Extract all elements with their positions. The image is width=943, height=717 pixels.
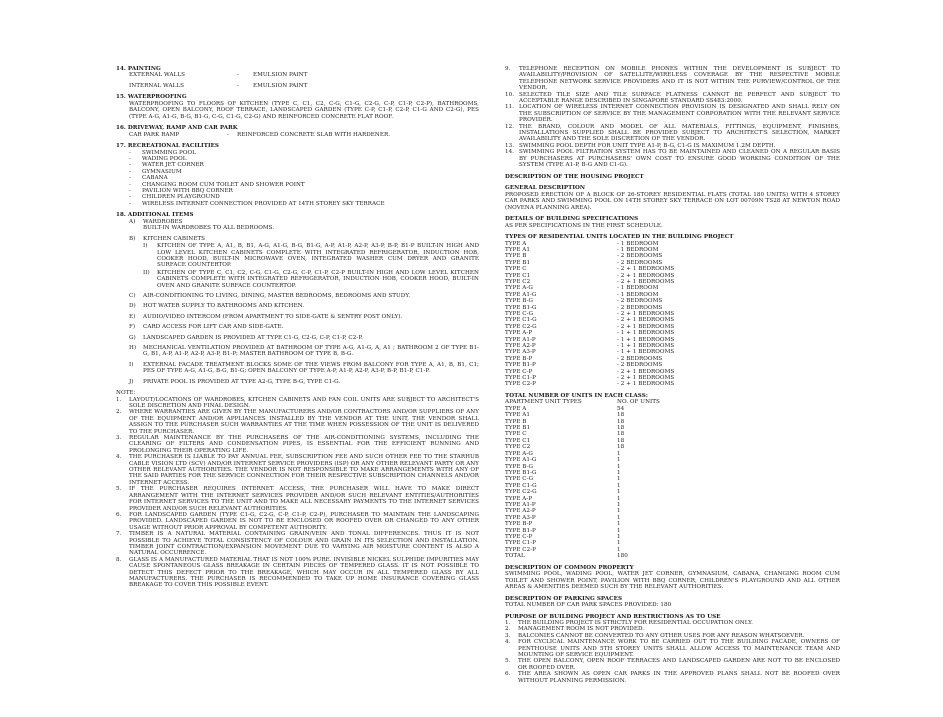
unit-type: TYPE C	[505, 431, 527, 438]
totals-table	[505, 406, 840, 560]
note-item	[505, 104, 840, 123]
item-text: EXTERNAL FACADE TREATMENT BLOCKS SOME OF THE VIEWS FROM BALCONY FOR TYPE A, A1, B, B1, C1; PES OF TYPE A-G, A1-G, B-G, B1-G; OPEN BALCONY OF TYPE A-P, A1-P, A2-P, A3-P, B-P, B1-P, C1-P.	[143, 361, 479, 375]
unit-value: 1	[617, 514, 621, 521]
item-marker: 2.	[116, 409, 122, 416]
additional-item-j	[129, 379, 479, 385]
unit-value: 18	[617, 425, 625, 432]
item-text: THE BUILDING PROJECT IS STRICTLY FOR RESIDENTIAL OCCUPATION ONLY.	[518, 620, 753, 626]
item-marker: A)	[129, 218, 136, 225]
additional-item-i	[129, 362, 479, 375]
unit-value: 18	[617, 437, 625, 444]
unit-value: - 1 + 1 BEDROOMS	[617, 343, 675, 349]
unit-type: TYPE B1-G	[505, 304, 537, 311]
totals-heading: TOTAL NUMBER OF UNITS IN EACH CLASS:	[505, 393, 648, 400]
section-driveway	[116, 125, 479, 138]
unit-type: TYPE B1-P	[505, 527, 536, 534]
additional-item-h	[129, 345, 479, 358]
item-marker: 8.	[116, 556, 122, 563]
purpose-item	[505, 639, 840, 658]
unit-type: TYPE A1-G	[505, 291, 537, 298]
unit-value: 1	[617, 533, 621, 540]
note-heading: NOTE:	[116, 390, 136, 397]
driveway-dash: -	[227, 131, 229, 138]
section-additional	[116, 212, 479, 385]
section-waterproofing	[116, 94, 479, 120]
additional-item-e	[129, 314, 479, 320]
item-marker: E)	[129, 313, 136, 320]
item-marker: 14.	[505, 149, 515, 156]
unit-value: - 1 BEDROOM	[617, 246, 659, 253]
additional-heading: 18. ADDITIONAL ITEMS	[116, 212, 194, 219]
unit-type: TYPE B1	[505, 425, 531, 432]
unit-type: TYPE B1-G	[505, 469, 537, 476]
section-purpose	[505, 614, 840, 684]
unit-value: - 2 BEDROOMS	[617, 298, 663, 305]
general-text: PROPOSED ERECTION OF A BLOCK OF 26-STOREY RESIDENTIAL FLATS (TOTAL 180 UNITS) WITH 4 STOREY CAR PARKS AND SWIMMING POOL ON 14TH STOREY SKY TERRACE ON LOT 00709N TS28 AT NEWTON ROAD (NOVENA PLANNING AREA).	[505, 191, 840, 211]
housing-heading: DESCRIPTION OF THE HOUSING PROJECT	[505, 173, 644, 180]
unit-type: TYPE A-G	[505, 285, 533, 292]
list-item-text: CHILDREN PLAYGROUND	[142, 194, 220, 201]
item-marker: 12.	[505, 123, 515, 130]
unit-value: 1	[617, 476, 621, 483]
unit-type: TYPE A1	[505, 412, 530, 419]
section-unit-types	[505, 234, 840, 388]
item-text: TIMBER IS A NATURAL MATERIAL CONTAINING GRAIN/VEIN AND TONAL DIFFERENCES. THUS IT IS NOT POSSIBLE TO ACHIEVE TOTAL CONSISTENCY OF COLOUR AND GRAIN IN ITS SELECTION AND INSTALLATION. TIMBER JOINT CONTRACTION/EXPANSION MOVEMENT DUE TO VARYING AIR MOISTURE CONTENT IS ALSO A NATURAL OCCURRENCE.	[129, 531, 479, 557]
painting-key: INTERNAL WALLS	[129, 82, 185, 89]
unit-value: - 2 + 1 BEDROOMS	[617, 368, 675, 375]
unit-type: TYPE A1-P	[505, 501, 536, 508]
section-recreational	[116, 143, 479, 207]
item-text: SELECTED TILE SIZE AND TILE SURFACE FLATNESS CANNOT BE PERFECT AND SUBJECT TO ACCEPTABLE RANGE DESCRIBED IN SINGAPORE STANDARD SS483:2000.	[519, 91, 840, 105]
recreational-list	[116, 150, 479, 208]
list-item-text: GYMNASIUM	[142, 168, 182, 175]
purpose-item	[505, 658, 840, 671]
item-text: HOT WATER SUPPLY TO BATHROOMS AND KITCHEN.	[143, 303, 305, 310]
section-parking	[505, 596, 840, 609]
unit-value: 1	[617, 482, 621, 489]
unit-value: 1	[617, 546, 621, 553]
unit-value: 18	[617, 418, 625, 425]
common-heading: DESCRIPTION OF COMMON PROPERTY	[505, 564, 634, 571]
bullet-dash: -	[129, 156, 131, 163]
recreational-heading: 17. RECREATIONAL FACILITIES	[116, 143, 220, 150]
painting-heading: 14. PAINTING	[116, 66, 161, 72]
item-text: REGULAR MAINTENANCE BY THE PURCHASERS OF THE AIR-CONDITIONING SYSTEMS, INCLUDING THE CLEARING OF FILTERS AND CONDENSATION PIPES, IS ESSENTIAL FOR THE EFFICIENT RUNNING AND PROLONGING THEIR OPERATING LIFE.	[129, 435, 479, 454]
unit-type: TYPE A2-P	[505, 508, 536, 515]
item-marker: F)	[129, 324, 136, 331]
driveway-key: CAR PARK RAMP	[129, 131, 180, 138]
unit-type: TYPE A	[505, 405, 527, 412]
item-marker: H)	[129, 344, 137, 351]
unit-type: TOTAL	[505, 553, 525, 560]
item-text: THE OPEN BALCONY, OPEN ROOF TERRACES AND LANDSCAPED GARDEN ARE NOT TO BE ENCLOSED OR ROOFED OVER.	[518, 658, 840, 671]
unit-value: - 2 + 1 BEDROOMS	[617, 317, 675, 324]
bullet-dash: -	[129, 162, 131, 169]
unit-type: TYPE A3-P	[505, 514, 536, 521]
note-item	[505, 149, 840, 168]
item-marker: 1.	[505, 620, 511, 626]
list-item-text: WIRELESS INTERNET CONNECTION PROVIDED AT 14TH STOREY SKY TERRACE	[142, 200, 385, 207]
unit-value: - 2 + 1 BEDROOMS	[617, 323, 675, 330]
common-text: SWIMMING POOL, WADING POOL, WATER JET CORNER, GYMNASIUM, CABANA, CHANGING ROOM CUM TOILET AND SHOWER POINT, PAVILION WITH BBQ CORNER, CHILDREN'S PLAYGROUND AND ALL OTHER AREAS & AMENITIES DEEMED SUCH BY THE RELEVANT AUTHORITIES.	[505, 571, 840, 590]
item-text: BUILT-IN WARDROBES TO ALL BEDROOMS.	[143, 225, 275, 232]
waterproofing-heading: 15. WATERPROOFING	[116, 94, 187, 101]
unit-value: - 2 + 1 BEDROOMS	[617, 381, 675, 388]
item-marker: 5.	[116, 486, 122, 493]
unit-value: 1	[617, 489, 621, 496]
note-item	[116, 486, 479, 512]
purpose-item	[505, 671, 840, 684]
item-marker: 5.	[505, 658, 511, 665]
unit-value: 54	[617, 405, 625, 412]
unit-value: - 1 + 1 BEDROOMS	[617, 336, 675, 343]
unit-type: TYPE A1-P	[505, 336, 536, 343]
unit-type: TYPE C	[505, 266, 527, 273]
unit-type: TYPE C2-G	[505, 489, 537, 496]
unit-value: 1	[617, 495, 621, 502]
unit-type: TYPE C2	[505, 278, 531, 285]
unit-value: 1	[617, 527, 621, 534]
unit-type: TYPE C1	[505, 437, 531, 444]
item-marker: II)	[143, 269, 150, 276]
unit-value: 1	[617, 521, 621, 528]
unit-value: - 2 + 1 BEDROOMS	[617, 310, 675, 317]
painting-row-internal	[116, 83, 479, 89]
totals-col1: APARTMENT UNIT TYPES	[505, 399, 582, 406]
unit-value: - 2 + 1 BEDROOMS	[617, 278, 675, 285]
item-marker: 6.	[116, 511, 122, 518]
list-item-text: SWIMMING POOL	[142, 149, 196, 156]
notes-continued	[505, 66, 840, 169]
item-text: SWIMMING POOL FILTRATION SYSTEM HAS TO BE MAINTAINED AND CLEANED ON A REGULAR BASIS BY PURCHASERS AT PURCHASERS' OWN COST TO ENSURE GOOD WORKING CONDITION OF THE SYSTEM (TYPE A1-P, B-G AND C1-G).	[519, 149, 840, 169]
section-note	[116, 390, 479, 589]
unit-value: - 2 BEDROOMS	[617, 362, 663, 369]
item-text: THE BRAND, COLOUR AND MODEL OF ALL MATERIALS, FITTINGS, EQUIPMENT, FINISHES, INSTALLATIONS SUPPLIED SHALL BE PROVIDED SUBJECT TO ARCHITECT'S SELECTION, MARKET AVAILABILITY AND THE SOLE DISCRETION OF THE VENDOR.	[519, 123, 840, 143]
totals-col2: NO. OF UNITS	[617, 399, 660, 406]
item-text: BALCONIES CANNOT BE CONVERTED TO ANY OTHER USES FOR ANY REASON WHATSOEVER.	[518, 632, 805, 639]
right-column	[505, 66, 840, 689]
unit-type: TYPE C-G	[505, 310, 534, 317]
item-text: MANAGEMENT ROOM IS NOT PROVIDED.	[518, 626, 645, 633]
unit-type: TYPE B1	[505, 259, 531, 266]
additional-item-g	[129, 335, 479, 341]
unit-type: TYPE C2-P	[505, 546, 536, 553]
unit-value: - 2 + 1 BEDROOMS	[617, 266, 675, 273]
unit-type: TYPE B1-P	[505, 362, 536, 369]
item-text: SWIMMING POOL DEPTH FOR UNIT TYPE A1-P, B-G, C1-G IS MAXIMUM 1.2M DEPTH.	[519, 142, 776, 149]
item-text: PRIVATE POOL IS PROVIDED AT TYPE A2-G, TYPE B-G, TYPE C1-G.	[143, 378, 341, 385]
driveway-value: REINFORCED CONCRETE SLAB WITH HARDENER.	[237, 131, 391, 138]
kitchen-item-2	[143, 270, 479, 289]
unit-type: TYPE C1-G	[505, 482, 537, 489]
note-item	[116, 397, 479, 410]
bullet-dash: -	[129, 175, 131, 182]
item-marker: C)	[129, 292, 136, 299]
driveway-heading: 16. DRIVEWAY, RAMP AND CAR PARK	[116, 125, 238, 132]
unit-type: TYPE A2-P	[505, 343, 536, 349]
note-item	[116, 409, 479, 435]
painting-dash: -	[237, 82, 239, 89]
unit-value: 1	[617, 450, 621, 457]
item-marker: B)	[129, 235, 136, 242]
table-row	[505, 381, 840, 387]
item-text: FOR CYCLICAL MAINTENANCE WORK TO BE CARRIED OUT TO THE BUILDING FACADE, OWNERS OF PENTHOUSE UNITS AND 5TH STOREY UNITS SHALL ALLOW ACCESS TO MAINTENANCE TEAM AND MOUNTING OF SERVICE EQUIPMENT.	[518, 639, 840, 659]
item-text: AIR-CONDITIONING TO LIVING, DINING, MASTER BEDROOMS, BEDROOMS AND STUDY.	[143, 292, 411, 299]
item-text: TELEPHONE RECEPTION ON MOBILE PHONES WITHIN THE DEVELOPMENT IS SUBJECT TO AVAILABILITY/PROVISION OF SATELLITE/WIRELESS COVERAGE BY THE RESPECTIVE MOBILE TELEPHONE NETWORK SERVICE PROVIDERS AND IT IS NOT WITHIN THE PURVIEW/CONTROL OF THE VENDOR.	[519, 66, 840, 92]
item-text: AUDIO/VIDEO INTERCOM (FROM APARTMENT TO SIDE-GATE & SENTRY POST ONLY).	[143, 313, 403, 320]
unit-value: - 2 BEDROOMS	[617, 259, 663, 266]
left-column	[116, 66, 479, 594]
item-marker: 3.	[116, 435, 122, 442]
bullet-dash: -	[129, 200, 131, 207]
item-text: KITCHEN OF TYPE C, C1, C2, C-G, C1-G, C2-G, C-P, C1-P, C2-P BUILT-IN HIGH AND LOW LEVEL KITCHEN CABINETS COMPLETE WITH INTEGRATED REFRIGERATOR, INDUCTION HOB, COOKER HOOD, BUILT-IN OVEN AND GRANITE SURFACE COUNTERTOP.	[157, 269, 479, 289]
unit-value: 1	[617, 469, 621, 476]
list-item-text: WATER JET CORNER	[142, 162, 204, 169]
item-label: KITCHEN CABINETS	[143, 235, 206, 242]
note-item	[505, 92, 840, 105]
painting-value: EMULSION PAINT	[253, 82, 308, 89]
unit-type: TYPE C2	[505, 444, 531, 451]
item-marker: 4.	[505, 639, 511, 646]
unit-value: - 2 BEDROOMS	[617, 253, 663, 260]
item-marker: 1.	[116, 396, 122, 403]
item-marker: 3.	[505, 632, 511, 639]
unit-type: TYPE A-G	[505, 450, 533, 457]
unit-value: - 1 + 1 BEDROOMS	[617, 349, 675, 356]
housing-project-heading-block	[505, 174, 840, 180]
unit-type: TYPE C2-G	[505, 323, 537, 330]
bullet-dash: -	[129, 168, 131, 175]
painting-dash: -	[237, 72, 239, 79]
item-text: CARD ACCESS FOR LIFT CAR AND SIDE-GATE.	[143, 324, 284, 331]
item-text: FOR LANDSCAPED GARDEN (TYPE C1-G, C2-G, C-P, C1-P, C2-P), PURCHASER TO MAINTAIN THE LANDSCAPING PROVIDED. LANDSCAPED GARDEN IS NOT TO BE ENCLOSED OR ROOFED OVER OR CHANGED TO ANY OTHER USAGE WITHOUT PRIOR APPROVAL BY COMPETENT AUTHORITY.	[129, 511, 479, 531]
item-text: LANDSCAPED GARDEN IS PROVIDED AT TYPE C1-G, C2-G, C-P, C1-P, C2-P.	[143, 334, 363, 341]
unit-value: 1	[617, 457, 621, 464]
unit-type: TYPE A3-P	[505, 349, 536, 356]
list-item-text: CABANA	[142, 175, 168, 182]
bullet-dash: -	[129, 188, 131, 195]
unit-value: 1	[617, 540, 621, 547]
unit-value: - 1 BEDROOM	[617, 240, 659, 247]
unit-value: 180	[617, 553, 628, 560]
item-marker: 11.	[505, 104, 515, 111]
item-marker: 6.	[505, 671, 511, 678]
item-marker: J)	[129, 378, 134, 385]
item-marker: I)	[129, 361, 134, 368]
unit-type: TYPE C1	[505, 272, 531, 279]
note-item	[505, 66, 840, 92]
item-text: LAYOUT/LOCATIONS OF WARDROBES, KITCHEN CABINETS AND FAN COIL UNITS ARE SUBJECT TO ARCHITECT'S SOLE DISCRETION AND FINAL DESIGN.	[129, 396, 479, 409]
specs-text: AS PER SPECIFICATIONS IN THE FIRST SCHEDULE.	[505, 222, 663, 229]
item-marker: 9.	[505, 66, 511, 72]
purpose-heading: PURPOSE OF BUILDING PROJECT AND RESTRICTIONS AS TO USE	[505, 613, 721, 620]
unit-value: - 2 + 1 BEDROOMS	[617, 375, 675, 382]
item-label: WARDROBES	[143, 218, 183, 225]
unit-type: TYPE A-P	[505, 330, 533, 337]
bullet-dash: -	[129, 194, 131, 201]
section-common-property	[505, 565, 840, 591]
list-item-text: CHANGING ROOM CUM TOILET AND SHOWER POINT	[142, 181, 305, 188]
types-table	[505, 241, 840, 388]
painting-value: EMULSION PAINT	[253, 72, 308, 79]
unit-type: TYPE C2-P	[505, 381, 536, 388]
bullet-dash: -	[129, 149, 131, 156]
section-painting	[116, 66, 479, 89]
section-general-description	[505, 185, 840, 211]
list-item-text: PAVILION WITH BBQ CORNER	[142, 188, 233, 195]
note-item	[116, 435, 479, 454]
unit-type: TYPE C1-P	[505, 540, 536, 547]
additional-item-f	[129, 324, 479, 330]
kitchen-item-1	[143, 243, 479, 269]
section-building-specs	[505, 216, 840, 229]
note-item	[116, 454, 479, 486]
bullet-dash: -	[129, 181, 131, 188]
item-marker: G)	[129, 334, 136, 341]
item-text: THE PURCHASER IS LIABLE TO PAY ANNUAL FEE, SUBSCRIPTION FEE AND SUCH OTHER FEE TO THE STARHUB CABLE VISION LTD (SCV) AND/OR INTERNET SERVICE PROVIDERS (ISP) OR ANY OTHER RELEVANT PARTY OR ANY OTHER RELEVANT AUTHORITIES. THE VENDOR IS NOT RESPONSIBLE TO MAKE ARRANGEMENTS WITH ANY OF THE SAID PARTIES FOR THE SERVICE CONNECTION FOR THEIR RESPECTIVE SUBSCRIPTION CHANNELS AND/OR INTERNET ACCESS.	[129, 454, 479, 486]
parking-text: TOTAL NUMBER OF CAR PARK SPACES PROVIDED: 180	[505, 602, 672, 608]
driveway-row	[116, 132, 479, 138]
waterproofing-text: WATERPROOFING TO FLOORS OF KITCHEN (TYPE C, C1, C2, C-G, C1-G, C2-G, C-P, C1-P, C2-P), BATHROOMS, BALCONY, OPEN BALCONY, ROOF TERRACE, LANDSCAPED GARDEN (TYPE C-P, C1-P, C2-P, C1-G AND C2-G), PES (TYPE A-G, A1-G, B-G, B1-G, C-G, C1-G, C2-G) AND REINFORCED CONCRETE FLAT ROOF.	[129, 100, 479, 120]
item-marker: 13.	[505, 142, 515, 149]
painting-key: EXTERNAL WALLS	[129, 72, 185, 79]
unit-type: TYPE C1-P	[505, 375, 536, 382]
item-text: IF THE PURCHASER REQUIRES INTERNET ACCESS, THE PURCHASER WILL HAVE TO MAKE DIRECT ARRANGEMENT WITH THE INTERNET SERVICES PROVIDER AND/OR SUCH RELEVANT ENTITIES/AUTHORITIES FOR INTERNET SERVICES TO THE UNIT AND TO MAKE ALL NECESSARY PAYMENTS TO THE INTERNET SERVICES PROVIDER AND/OR SUCH RELEVANT AUTHORITIES.	[129, 486, 479, 512]
item-text: KITCHEN OF TYPE A, A1, B, B1, A-G, A1-G, B-G, B1-G, A-P, A1-P, A2-P, A3-P, B-P, B1-P BUILT-IN HIGH AND LOW LEVEL KITCHEN CABINETS COMPLETE WITH INTEGRATED REFRIGERATOR, INDUCTION HOB, COOKER HOOD, BUILT-IN MICROWAVE OVEN, INTEGRATED WASHER CUM DRYER AND GRANITE SURFACE COUNTERTOP.	[157, 243, 479, 269]
unit-value: - 2 BEDROOMS	[617, 355, 663, 362]
unit-type: TYPE A	[505, 240, 527, 247]
unit-type: TYPE C-P	[505, 368, 533, 375]
unit-type: TYPE B-G	[505, 463, 534, 470]
unit-type: TYPE B-P	[505, 521, 533, 528]
specs-heading: DETAILS OF BUILDING SPECIFICATIONS	[505, 216, 639, 223]
unit-value: - 1 BEDROOM	[617, 291, 659, 298]
item-text: GLASS IS A MANUFACTURED MATERIAL THAT IS NOT 100% PURE. INVISIBLE NICKEL SULPHIDE IMPURITIES MAY CAUSE SPONTANEOUS GLASS BREAKAGE IN CERTAIN PIECES OF TEMPERED GLASS. IT IS NOT POSSIBLE TO DETECT THIS DEFECT PRIOR TO THE BREAKAGE, WHICH MAY OCCUR IN ALL TEMPERED GLASS BY ALL MANUFACTURERS. THE PURCHASER IS RECOMMENDED TO TAKE UP HOME INSURANCE COVERING GLASS BREAKAGE TO COVER THIS POSSIBLE EVENT.	[129, 556, 479, 589]
item-text: WHERE WARRANTIES ARE GIVEN BY THE MANUFACTURERS AND/OR CONTRACTORS AND/OR SUPPLIERS OF ANY OF THE EQUIPMENT AND/OR APPLIANCES INSTALLED BY THE VENDOR AT THE UNIT, THE VENDOR SHALL ASSIGN TO THE PURCHASER SUCH WARRANTIES AT THE TIME WHEN POSSESSION OF THE UNIT IS DELIVERED TO THE PURCHASER.	[129, 409, 479, 435]
note-item	[116, 512, 479, 531]
unit-value: 18	[617, 444, 625, 451]
unit-value: - 2 BEDROOMS	[617, 304, 663, 311]
unit-type: TYPE B-G	[505, 298, 534, 305]
unit-type: TYPE B-P	[505, 355, 533, 362]
additional-item-c	[129, 293, 479, 299]
unit-type: TYPE B	[505, 418, 527, 425]
table-row	[505, 553, 840, 559]
item-marker: 7.	[116, 531, 122, 538]
item-marker: 10.	[505, 91, 515, 98]
unit-type: TYPE A1-G	[505, 457, 537, 464]
unit-value: 18	[617, 412, 625, 419]
unit-value: 1	[617, 508, 621, 515]
unit-value: 1	[617, 463, 621, 470]
unit-type: TYPE C-G	[505, 476, 534, 483]
unit-type: TYPE C-P	[505, 533, 533, 540]
note-item	[505, 124, 840, 143]
parking-heading: DESCRIPTION OF PARKING SPACES	[505, 595, 623, 602]
item-marker: I)	[143, 243, 148, 250]
unit-type: TYPE A1	[505, 246, 530, 253]
item-marker: D)	[129, 303, 136, 310]
general-heading: GENERAL DESCRIPTION	[505, 185, 586, 192]
list-item	[129, 201, 479, 207]
section-unit-totals	[505, 393, 840, 560]
unit-type: TYPE C1-G	[505, 317, 537, 324]
note-item	[116, 557, 479, 589]
item-marker: 4.	[116, 454, 122, 461]
unit-value: 18	[617, 431, 625, 438]
unit-type: TYPE B	[505, 253, 527, 260]
types-heading: TYPES OF RESIDENTIAL UNITS LOCATED IN THE BUILDING PROJECT	[505, 234, 734, 241]
note-list	[116, 397, 479, 589]
list-item-text: WADING POOL	[142, 156, 187, 163]
unit-value: 1	[617, 501, 621, 508]
unit-value: - 1 BEDROOM	[617, 285, 659, 292]
unit-value: - 1 + 1 BEDROOMS	[617, 330, 675, 337]
additional-item-d	[129, 303, 479, 309]
item-marker: 2.	[505, 626, 511, 633]
additional-item-b	[129, 236, 479, 289]
unit-type: TYPE A-P	[505, 495, 533, 502]
additional-item-a	[129, 219, 479, 232]
item-text: LOCATION OF WIRELESS INTERNET CONNECTION PROVISION IS DESIGNATED AND SHALL RELY ON THE SUBSCRIPTION OF SERVICE BY THE MANAGEMENT CORPORATION WITH THE RELEVANT SERVICE PROVIDER.	[519, 104, 840, 124]
purpose-list	[505, 620, 840, 684]
item-text: THE AREA SHOWN AS OPEN CAR PARKS IN THE APPROVED PLANS SHALL NOT BE ROOFED OVER WITHOUT PLANNING PERMISSION.	[518, 671, 840, 684]
item-text: MECHANICAL VENTILATION PROVIDED AT BATHROOM OF TYPE A-G, A1-G, A, A1 ; BATHROOM 2 OF TYPE B1-G, B1, A-P, A1-P, A2-P, A3-P, B1-P; MASTER BATHROOM OF TYPE B, B-G.	[143, 344, 479, 358]
unit-value: - 2 + 1 BEDROOMS	[617, 272, 675, 279]
note-item	[116, 531, 479, 557]
